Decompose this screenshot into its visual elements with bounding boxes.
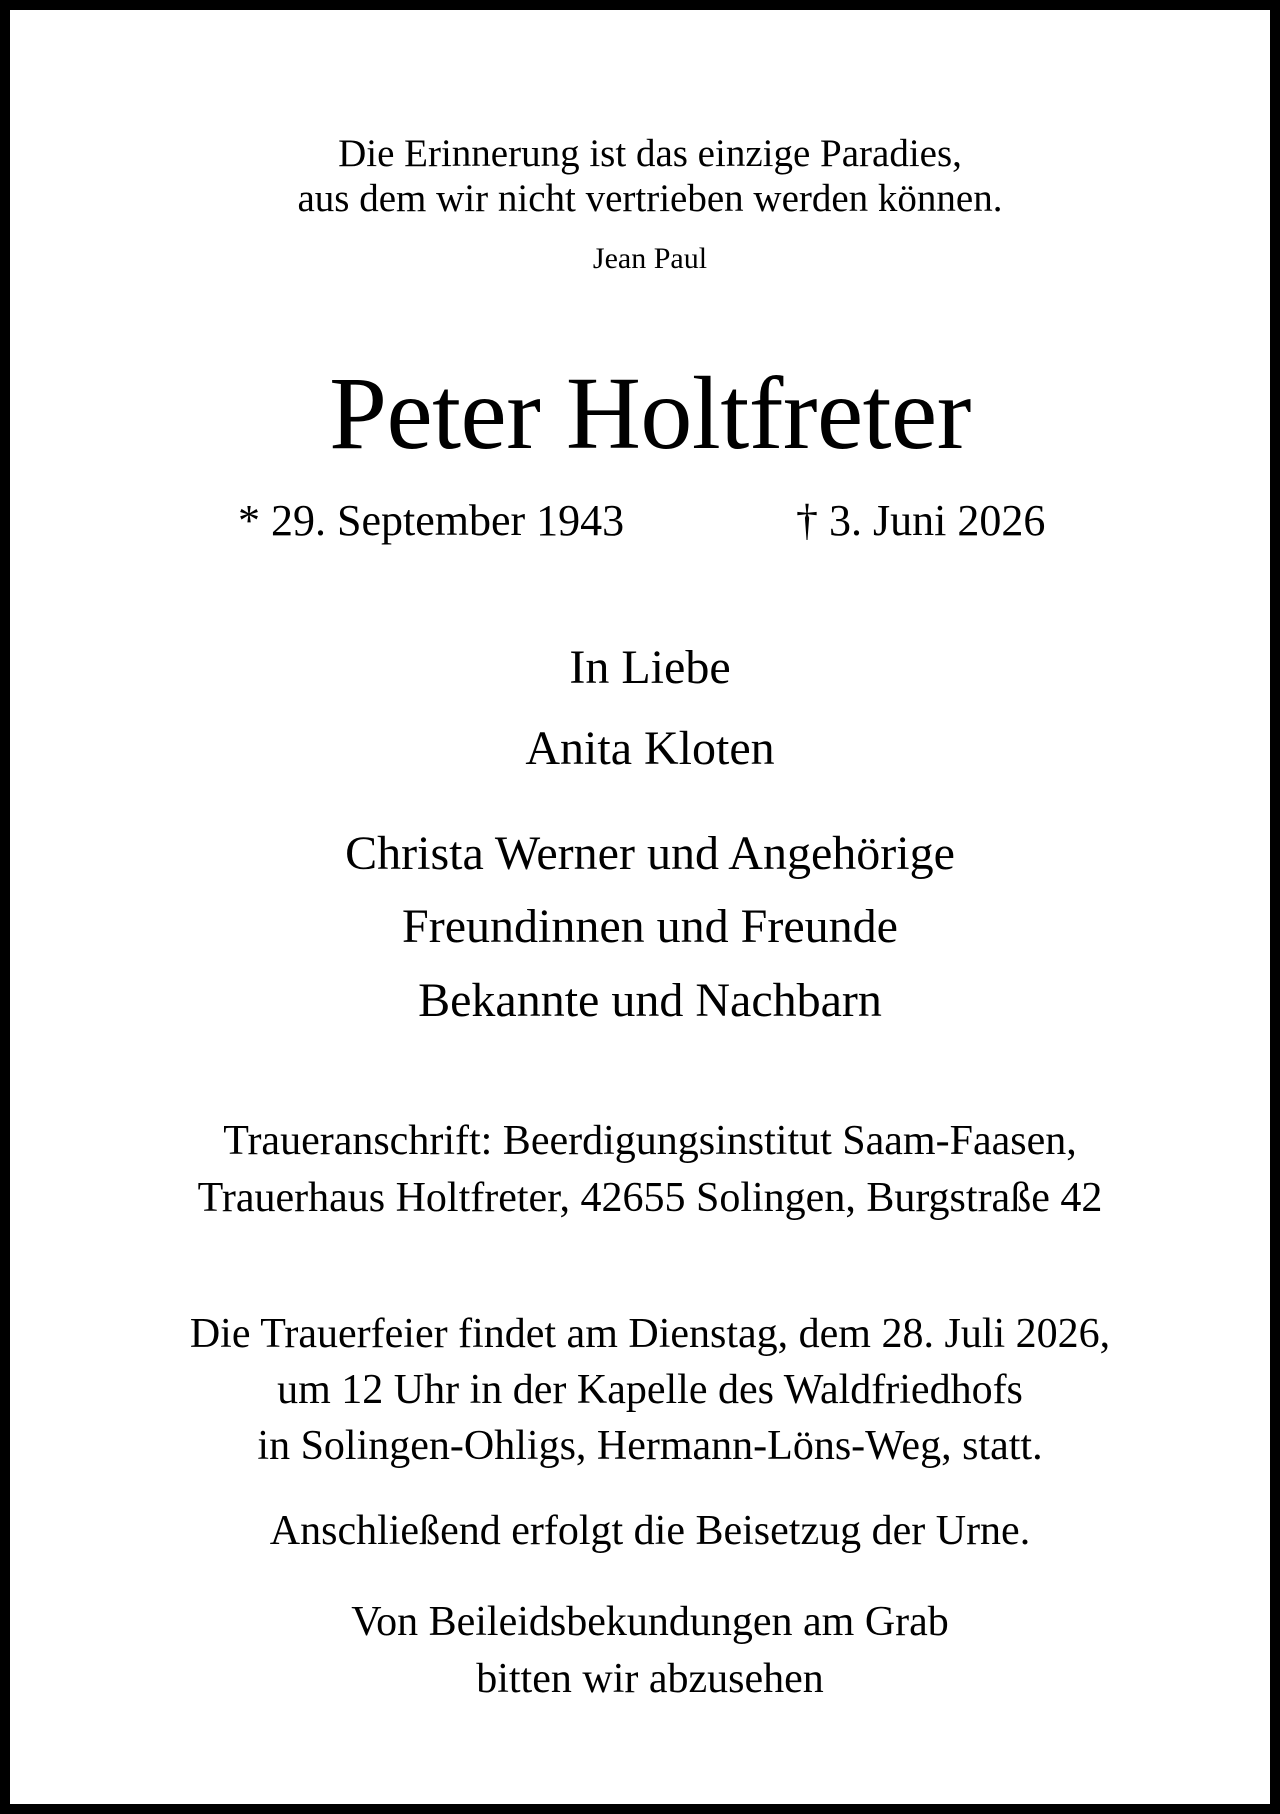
burial-line: Anschließend erfolgt die Beisetzug der Urne. (269, 1508, 1031, 1554)
ceremony-line-1: Die Trauerfeier findet am Dienstag, dem 28. Juli 2026, (189, 1311, 1111, 1357)
motto-line-1: Die Erinnerung ist das einzige Paradies, (338, 132, 962, 175)
deceased-name: Peter Holtfreter (329, 356, 971, 471)
motto-author: Jean Paul (592, 242, 708, 275)
request-line-2: bitten wir abzusehen (476, 1656, 824, 1702)
request-line-1: Von Beileidsbekundungen am Grab (351, 1599, 949, 1645)
mourner-line-4: Freundinnen und Freunde (402, 900, 898, 953)
ceremony-line-2: um 12 Uhr in der Kapelle des Waldfriedhofs (277, 1367, 1023, 1413)
address-line-1: Traueranschrift: Beerdigungsinstitut Saam-Faasen, (223, 1118, 1077, 1164)
mourner-line-1: In Liebe (569, 641, 731, 694)
birth-date: * 29. September 1943 (238, 496, 625, 545)
motto-line-2: aus dem wir nicht vertrieben werden können. (297, 177, 1003, 220)
death-date: † 3. Juni 2026 (796, 496, 1046, 545)
mourner-line-3: Christa Werner und Angehörige (345, 827, 955, 880)
ceremony-line-3: in Solingen-Ohligs, Hermann-Löns-Weg, statt. (257, 1423, 1043, 1469)
mourner-line-2: Anita Kloten (525, 722, 775, 775)
mourner-line-5: Bekannte und Nachbarn (418, 974, 882, 1027)
address-line-2: Trauerhaus Holtfreter, 42655 Solingen, Burgstraße 42 (197, 1175, 1103, 1221)
